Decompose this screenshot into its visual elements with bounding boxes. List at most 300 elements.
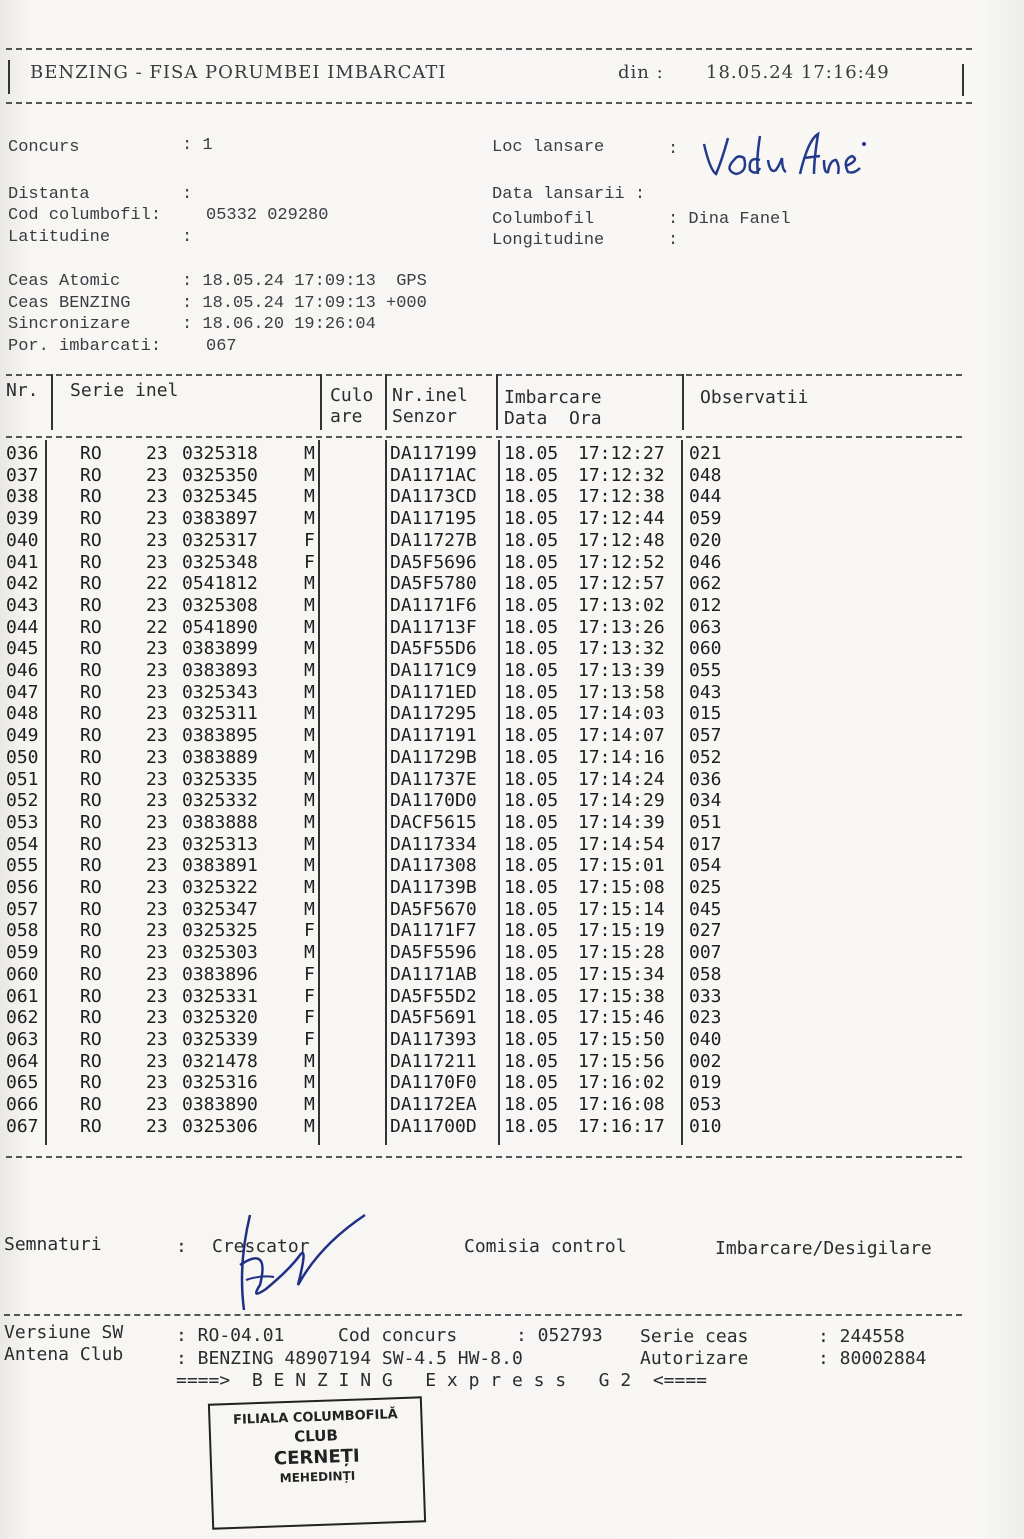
longitudine-label: Longitudine [492, 231, 605, 250]
table-header-bottom-border [6, 436, 962, 438]
loc-lansare-label: Loc lansare [492, 138, 605, 157]
row-ring-number: 0325331 [182, 985, 258, 1007]
row-sensor-ring: DA1172EA [390, 1094, 477, 1115]
row-observation: 057 [689, 725, 722, 747]
serie-ceas-value: : 244558 [818, 1326, 905, 1347]
row-ring-number: 0541812 [182, 573, 258, 595]
row-country: RO [80, 703, 102, 725]
row-year: 23 [146, 443, 168, 464]
loc-lansare-colon: : [668, 140, 679, 159]
row-observation: 062 [689, 573, 722, 595]
table-top-border [6, 374, 962, 376]
row-year: 23 [146, 746, 168, 768]
row-year: 23 [146, 790, 168, 812]
row-number: 064 [6, 1050, 39, 1072]
stamp-line-1: FILIALA COLUMBOFILĂ [232, 1407, 398, 1428]
row-country: RO [80, 638, 102, 660]
row-observation: 040 [689, 1028, 722, 1050]
row-sensor-ring: DA5F5670 [390, 898, 477, 920]
row-time: 17:12:27 [578, 443, 665, 464]
row-date: 18.05 [504, 508, 559, 530]
ceas-atomic-value: : 18.05.24 17:09:13 GPS [182, 272, 427, 291]
row-sensor-ring: DA5F5691 [390, 1007, 477, 1029]
row-country: RO [80, 942, 102, 964]
row-date: 18.05 [504, 746, 559, 768]
row-time: 17:15:19 [578, 920, 665, 942]
cod-concurs-value: : 052793 [516, 1325, 603, 1346]
row-sensor-ring: DA11739B [390, 877, 477, 898]
row-country: RO [80, 833, 102, 855]
row-time: 17:14:24 [578, 768, 665, 790]
row-observation: 015 [689, 703, 722, 725]
crescator-signature [220, 1205, 380, 1315]
row-number: 040 [6, 529, 39, 551]
row-country: RO [80, 616, 102, 638]
row-country: RO [80, 464, 102, 486]
row-ring-number: 0325325 [182, 920, 258, 942]
sincronizare-value: : 18.06.20 19:26:04 [182, 315, 376, 334]
row-ring-number: 0325347 [182, 898, 258, 920]
row-number: 049 [6, 725, 39, 747]
row-observation: 053 [689, 1094, 722, 1115]
row-observation: 021 [689, 443, 722, 464]
row-year: 23 [146, 1028, 168, 1050]
row-sex: M [304, 768, 315, 790]
row-date: 18.05 [504, 985, 559, 1007]
row-ring-number: 0325313 [182, 833, 258, 855]
row-time: 17:15:46 [578, 1007, 665, 1029]
autorizare-value: : 80002884 [818, 1348, 927, 1369]
club-stamp [208, 1396, 426, 1529]
row-sensor-ring: DA11713F [390, 616, 477, 638]
row-date: 18.05 [504, 833, 559, 855]
row-number: 036 [6, 443, 39, 464]
row-ring-number: 0325343 [182, 681, 258, 703]
row-year: 23 [146, 1007, 168, 1029]
row-ring-number: 0383893 [182, 660, 258, 681]
body-sep-2 [318, 440, 320, 1145]
row-number: 044 [6, 616, 39, 638]
distanta-value: : [182, 185, 193, 204]
print-date-label: din : [618, 62, 664, 83]
row-number: 037 [6, 464, 39, 486]
row-sensor-ring: DA1170D0 [390, 790, 477, 812]
row-sensor-ring: DA11737E [390, 768, 477, 790]
row-observation: 012 [689, 594, 722, 616]
row-sensor-ring: DA5F5696 [390, 551, 477, 573]
row-time: 17:15:08 [578, 877, 665, 898]
row-date: 18.05 [504, 486, 559, 508]
row-sensor-ring: DA1171ED [390, 681, 477, 703]
row-year: 23 [146, 681, 168, 703]
row-date: 18.05 [504, 660, 559, 681]
row-date: 18.05 [504, 877, 559, 898]
row-number: 063 [6, 1028, 39, 1050]
row-observation: 043 [689, 681, 722, 703]
row-ring-number: 0325306 [182, 1115, 258, 1137]
stamp-line-4: MEHEDINȚI [279, 1468, 356, 1486]
row-sensor-ring: DA1171F6 [390, 594, 477, 616]
row-sensor-ring: DA1171AC [390, 464, 477, 486]
header-top-border [6, 48, 972, 50]
row-time: 17:12:52 [578, 551, 665, 573]
row-time: 17:13:39 [578, 660, 665, 681]
row-date: 18.05 [504, 638, 559, 660]
semnaturi-colon: : [176, 1236, 187, 1257]
porumbei-imbarcati-value: 067 [206, 337, 237, 356]
ceas-benzing-value: : 18.05.24 17:09:13 +000 [182, 294, 427, 313]
row-date: 18.05 [504, 811, 559, 833]
row-sex: F [304, 963, 315, 985]
row-observation: 058 [689, 963, 722, 985]
row-date: 18.05 [504, 703, 559, 725]
row-date: 18.05 [504, 1028, 559, 1050]
row-year: 23 [146, 942, 168, 964]
row-observation: 052 [689, 746, 722, 768]
row-number: 060 [6, 963, 39, 985]
row-sensor-ring: DA5F5780 [390, 573, 477, 595]
row-observation: 045 [689, 898, 722, 920]
row-time: 17:15:34 [578, 963, 665, 985]
row-time: 17:14:16 [578, 746, 665, 768]
row-year: 23 [146, 1050, 168, 1072]
row-observation: 054 [689, 855, 722, 877]
row-sensor-ring: DA117308 [390, 855, 477, 877]
porumbei-imbarcati-label: Por. imbarcati: [8, 337, 162, 356]
row-year: 23 [146, 833, 168, 855]
row-country: RO [80, 681, 102, 703]
row-ring-number: 0383897 [182, 508, 258, 530]
row-observation: 060 [689, 638, 722, 660]
row-year: 23 [146, 551, 168, 573]
row-sensor-ring: DA1173CD [390, 486, 477, 508]
stamp-line-2: CLUB [293, 1426, 339, 1446]
columbofil-value: : Dina Fanel [668, 210, 791, 229]
row-country: RO [80, 746, 102, 768]
row-sex: F [304, 551, 315, 573]
row-country: RO [80, 1115, 102, 1137]
row-time: 17:12:44 [578, 508, 665, 530]
row-number: 067 [6, 1115, 39, 1137]
row-observation: 019 [689, 1072, 722, 1094]
row-date: 18.05 [504, 443, 559, 464]
row-number: 048 [6, 703, 39, 725]
row-ring-number: 0325339 [182, 1028, 258, 1050]
imbarcare-desigilare-label: Imbarcare/Desigilare [715, 1238, 932, 1259]
loc-lansare-handwriting [700, 130, 870, 180]
row-country: RO [80, 1007, 102, 1029]
row-time: 17:14:07 [578, 725, 665, 747]
page-title: BENZING - FISA PORUMBEI IMBARCATI [30, 62, 447, 83]
benzing-express-banner: ====> B E N Z I N G E x p r e s s G 2 <==== [176, 1370, 708, 1391]
row-time: 17:15:38 [578, 985, 665, 1007]
cod-columbofil-label: Cod columbofil: [8, 206, 162, 225]
versiune-sw-label: Versiune SW [4, 1322, 124, 1343]
row-sex: M [304, 443, 315, 464]
row-number: 056 [6, 877, 39, 898]
row-observation: 027 [689, 920, 722, 942]
row-country: RO [80, 573, 102, 595]
column-header-culoare-1: Culo [330, 385, 374, 406]
row-sensor-ring: DA5F55D6 [390, 638, 477, 660]
sincronizare-label: Sincronizare [8, 315, 131, 334]
row-number: 042 [6, 573, 39, 595]
row-ring-number: 0325345 [182, 486, 258, 508]
row-sensor-ring: DA117393 [390, 1028, 477, 1050]
longitudine-value: : [668, 231, 679, 250]
header-sep-1 [51, 374, 53, 430]
header-left-border [8, 60, 10, 94]
row-number: 065 [6, 1072, 39, 1094]
row-date: 18.05 [504, 594, 559, 616]
row-date: 18.05 [504, 464, 559, 486]
row-country: RO [80, 594, 102, 616]
row-number: 051 [6, 768, 39, 790]
row-sensor-ring: DA11700D [390, 1115, 477, 1137]
row-sex: M [304, 898, 315, 920]
row-ring-number: 0325303 [182, 942, 258, 964]
row-year: 22 [146, 573, 168, 595]
row-sex: F [304, 920, 315, 942]
row-ring-number: 0383896 [182, 963, 258, 985]
row-observation: 046 [689, 551, 722, 573]
autorizare-label: Autorizare [640, 1348, 749, 1369]
row-year: 23 [146, 985, 168, 1007]
row-observation: 023 [689, 1007, 722, 1029]
ceas-atomic-label: Ceas Atomic [8, 272, 121, 291]
print-date-value: 18.05.24 17:16:49 [706, 62, 890, 83]
row-country: RO [80, 725, 102, 747]
row-sex: M [304, 1094, 315, 1115]
cod-concurs-label: Cod concurs [338, 1325, 458, 1346]
header-right-border [962, 64, 964, 96]
row-sex: M [304, 703, 315, 725]
latitudine-label: Latitudine [8, 228, 111, 247]
row-year: 23 [146, 508, 168, 530]
antena-club-label: Antena Club [4, 1344, 124, 1365]
row-number: 046 [6, 660, 39, 681]
row-country: RO [80, 1072, 102, 1094]
row-number: 057 [6, 898, 39, 920]
row-observation: 010 [689, 1115, 722, 1137]
row-time: 17:14:54 [578, 833, 665, 855]
row-sensor-ring: DA1171AB [390, 963, 477, 985]
row-date: 18.05 [504, 529, 559, 551]
row-date: 18.05 [504, 920, 559, 942]
ceas-benzing-label: Ceas BENZING [8, 294, 131, 313]
concurs-label: Concurs [8, 138, 80, 157]
row-year: 23 [146, 660, 168, 681]
serie-ceas-label: Serie ceas [640, 1326, 749, 1347]
row-country: RO [80, 963, 102, 985]
row-date: 18.05 [504, 768, 559, 790]
row-country: RO [80, 877, 102, 898]
row-ring-number: 0383889 [182, 746, 258, 768]
row-year: 23 [146, 725, 168, 747]
row-number: 038 [6, 486, 39, 508]
row-number: 052 [6, 790, 39, 812]
row-time: 17:12:38 [578, 486, 665, 508]
row-date: 18.05 [504, 573, 559, 595]
row-sex: M [304, 1072, 315, 1094]
row-sex: M [304, 790, 315, 812]
row-number: 061 [6, 985, 39, 1007]
row-year: 23 [146, 920, 168, 942]
row-country: RO [80, 1028, 102, 1050]
header-sep-5 [682, 374, 684, 430]
row-sensor-ring: DA117199 [390, 443, 477, 464]
row-country: RO [80, 811, 102, 833]
column-header-imbarcare-1: Imbarcare [504, 387, 602, 408]
concurs-value: : 1 [182, 136, 213, 155]
row-sex: M [304, 486, 315, 508]
row-observation: 002 [689, 1050, 722, 1072]
row-year: 23 [146, 877, 168, 898]
row-time: 17:15:14 [578, 898, 665, 920]
row-year: 23 [146, 703, 168, 725]
row-time: 17:16:02 [578, 1072, 665, 1094]
row-sex: M [304, 594, 315, 616]
row-country: RO [80, 855, 102, 877]
row-time: 17:12:57 [578, 573, 665, 595]
row-observation: 025 [689, 877, 722, 898]
versiune-sw-value: : RO-04.01 [176, 1325, 285, 1346]
row-time: 17:16:08 [578, 1094, 665, 1115]
row-country: RO [80, 551, 102, 573]
row-sensor-ring: DA117195 [390, 508, 477, 530]
column-header-culoare-2: are [330, 406, 363, 427]
row-number: 066 [6, 1094, 39, 1115]
row-sex: M [304, 942, 315, 964]
row-ring-number: 0383891 [182, 855, 258, 877]
row-sex: M [304, 464, 315, 486]
body-sep-1 [45, 440, 47, 1145]
row-ring-number: 0325335 [182, 768, 258, 790]
row-sensor-ring: DA11729B [390, 746, 477, 768]
footer-divider [4, 1314, 962, 1316]
row-observation: 051 [689, 811, 722, 833]
row-sex: M [304, 681, 315, 703]
row-observation: 036 [689, 768, 722, 790]
row-time: 17:15:01 [578, 855, 665, 877]
row-time: 17:16:17 [578, 1115, 665, 1137]
header-sep-4 [496, 374, 498, 430]
row-sex: M [304, 660, 315, 681]
row-ring-number: 0383899 [182, 638, 258, 660]
row-year: 23 [146, 963, 168, 985]
row-ring-number: 0383890 [182, 1094, 258, 1115]
row-year: 23 [146, 1115, 168, 1137]
row-number: 043 [6, 594, 39, 616]
row-sensor-ring: DA117334 [390, 833, 477, 855]
column-header-nr: Nr. [6, 380, 39, 401]
row-time: 17:15:50 [578, 1028, 665, 1050]
row-ring-number: 0325318 [182, 443, 258, 464]
row-time: 17:12:32 [578, 464, 665, 486]
body-sep-4 [498, 440, 500, 1145]
row-ring-number: 0325316 [182, 1072, 258, 1094]
antena-club-value: : BENZING 48907194 SW-4.5 HW-8.0 [176, 1348, 523, 1369]
row-date: 18.05 [504, 1115, 559, 1137]
column-header-serie: Serie inel [70, 380, 179, 401]
row-number: 039 [6, 508, 39, 530]
row-country: RO [80, 790, 102, 812]
header-bottom-border [6, 102, 972, 104]
row-country: RO [80, 529, 102, 551]
row-sensor-ring: DA1171C9 [390, 660, 477, 681]
row-date: 18.05 [504, 855, 559, 877]
row-time: 17:15:28 [578, 942, 665, 964]
row-number: 045 [6, 638, 39, 660]
row-observation: 048 [689, 464, 722, 486]
row-sex: F [304, 1007, 315, 1029]
row-year: 23 [146, 768, 168, 790]
row-year: 23 [146, 1094, 168, 1115]
row-date: 18.05 [504, 1007, 559, 1029]
row-number: 050 [6, 746, 39, 768]
row-sex: M [304, 725, 315, 747]
row-ring-number: 0325348 [182, 551, 258, 573]
columbofil-label: Columbofil [492, 210, 595, 229]
row-sensor-ring: DA1171F7 [390, 920, 477, 942]
row-year: 22 [146, 616, 168, 638]
row-number: 054 [6, 833, 39, 855]
row-sex: F [304, 1028, 315, 1050]
row-year: 23 [146, 638, 168, 660]
row-year: 23 [146, 1072, 168, 1094]
row-ring-number: 0325332 [182, 790, 258, 812]
row-number: 062 [6, 1007, 39, 1029]
row-number: 041 [6, 551, 39, 573]
crescator-label: Crescator [212, 1236, 310, 1257]
row-ring-number: 0541890 [182, 616, 258, 638]
row-sensor-ring: DA117211 [390, 1050, 477, 1072]
row-sensor-ring: DACF5615 [390, 811, 477, 833]
row-date: 18.05 [504, 616, 559, 638]
row-sex: M [304, 1050, 315, 1072]
header-sep-2 [320, 374, 322, 430]
row-year: 23 [146, 855, 168, 877]
row-sensor-ring: DA11727B [390, 529, 477, 551]
column-header-observatii: Observatii [700, 387, 809, 408]
row-country: RO [80, 486, 102, 508]
row-sex: M [304, 811, 315, 833]
row-observation: 034 [689, 790, 722, 812]
row-country: RO [80, 443, 102, 464]
row-number: 047 [6, 681, 39, 703]
stamp-line-3: CERNEȚI [273, 1445, 360, 1470]
body-sep-3 [385, 440, 387, 1145]
row-sensor-ring: DA117295 [390, 703, 477, 725]
row-ring-number: 0383888 [182, 811, 258, 833]
latitudine-value: : [182, 228, 193, 247]
row-time: 17:15:56 [578, 1050, 665, 1072]
row-date: 18.05 [504, 551, 559, 573]
row-date: 18.05 [504, 790, 559, 812]
row-year: 23 [146, 898, 168, 920]
row-sex: M [304, 508, 315, 530]
body-sep-5 [681, 440, 683, 1145]
row-observation: 007 [689, 942, 722, 964]
comisia-control-label: Comisia control [464, 1236, 627, 1257]
row-year: 23 [146, 811, 168, 833]
row-time: 17:12:48 [578, 529, 665, 551]
row-sex: M [304, 746, 315, 768]
row-country: RO [80, 920, 102, 942]
row-sensor-ring: DA1170F0 [390, 1072, 477, 1094]
row-date: 18.05 [504, 898, 559, 920]
row-country: RO [80, 985, 102, 1007]
